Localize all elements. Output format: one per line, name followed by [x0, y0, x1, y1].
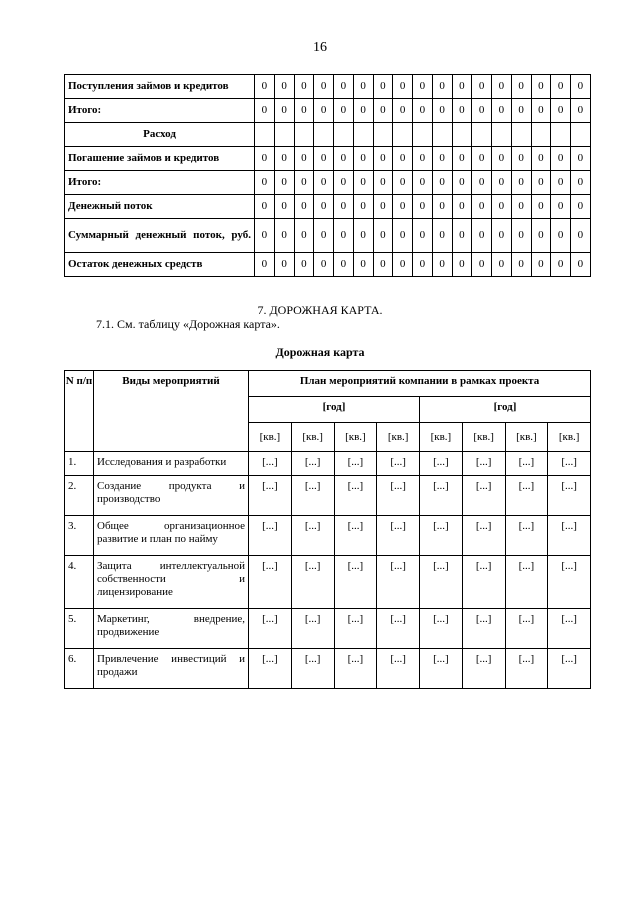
cash-row-label: Итого:	[65, 99, 255, 123]
cash-cell: 0	[373, 99, 393, 123]
roadmap-cell: [...]	[249, 609, 292, 649]
cash-cell: 0	[314, 171, 334, 195]
cash-cell: 0	[274, 75, 294, 99]
roadmap-cell: [...]	[420, 556, 463, 609]
roadmap-cell: [...]	[462, 476, 505, 516]
roadmap-cell: [...]	[420, 452, 463, 476]
roadmap-row-activity: Исследования и разработки	[94, 452, 249, 476]
cash-cell: 0	[255, 75, 275, 99]
roadmap-cell: [...]	[291, 476, 334, 516]
cash-cell: 0	[413, 99, 433, 123]
cash-cell	[472, 123, 492, 147]
cash-cell	[255, 123, 275, 147]
cash-cell: 0	[274, 147, 294, 171]
cash-cell: 0	[314, 253, 334, 277]
cash-cell	[314, 123, 334, 147]
header-quarter: [кв.]	[377, 423, 420, 452]
cash-cell: 0	[314, 147, 334, 171]
page-number: 16	[313, 40, 327, 55]
roadmap-cell: [...]	[548, 516, 591, 556]
cash-cell	[551, 123, 571, 147]
header-year-2: [год]	[420, 397, 591, 423]
roadmap-row-num: 6.	[65, 649, 94, 689]
section-heading: 7. ДОРОЖНАЯ КАРТА.	[257, 303, 383, 317]
cash-cell: 0	[255, 99, 275, 123]
cash-cell: 0	[255, 147, 275, 171]
roadmap-cell: [...]	[377, 452, 420, 476]
roadmap-cell: [...]	[462, 516, 505, 556]
cash-cell: 0	[353, 171, 373, 195]
cash-cell: 0	[531, 75, 551, 99]
roadmap-cell: [...]	[291, 609, 334, 649]
roadmap-cell: [...]	[334, 609, 377, 649]
cash-cell	[334, 123, 354, 147]
cash-cell: 0	[373, 219, 393, 253]
cash-cell: 0	[452, 195, 472, 219]
cash-cell: 0	[571, 195, 591, 219]
roadmap-cell: [...]	[548, 649, 591, 689]
cash-cell: 0	[274, 253, 294, 277]
cash-cell	[511, 123, 531, 147]
cash-cell: 0	[255, 219, 275, 253]
cash-cell: 0	[314, 195, 334, 219]
cash-flow-table	[64, 74, 591, 277]
cash-cell: 0	[274, 99, 294, 123]
cash-cell: 0	[571, 253, 591, 277]
cash-row-label: Итого:	[65, 171, 255, 195]
cash-cell	[413, 123, 433, 147]
cash-cell: 0	[551, 75, 571, 99]
roadmap-cell: [...]	[548, 476, 591, 516]
cash-cell: 0	[314, 75, 334, 99]
cash-cell: 0	[353, 147, 373, 171]
cash-row	[65, 147, 591, 171]
cash-row	[65, 75, 591, 99]
cash-cell: 0	[571, 147, 591, 171]
cash-cell: 0	[353, 195, 373, 219]
cash-cell: 0	[492, 253, 512, 277]
cash-row-label: Расход	[65, 123, 255, 147]
cash-cell: 0	[531, 171, 551, 195]
cash-cell: 0	[413, 195, 433, 219]
cash-cell: 0	[294, 195, 314, 219]
header-activity: Виды мероприятий	[94, 371, 249, 452]
roadmap-row-num: 4.	[65, 556, 94, 609]
roadmap-cell: [...]	[291, 556, 334, 609]
cash-cell: 0	[452, 253, 472, 277]
roadmap-cell: [...]	[249, 476, 292, 516]
cash-cell: 0	[432, 219, 452, 253]
cash-cell: 0	[274, 171, 294, 195]
cash-cell: 0	[255, 253, 275, 277]
roadmap-cell: [...]	[420, 516, 463, 556]
cash-cell: 0	[452, 75, 472, 99]
cash-cell: 0	[373, 171, 393, 195]
cash-cell: 0	[353, 219, 373, 253]
roadmap-row	[65, 556, 591, 609]
cash-cell: 0	[353, 99, 373, 123]
roadmap-row	[65, 476, 591, 516]
roadmap-header	[65, 371, 591, 452]
cash-cell: 0	[531, 99, 551, 123]
cash-cell	[531, 123, 551, 147]
cash-row	[65, 253, 591, 277]
cash-cell: 0	[492, 75, 512, 99]
roadmap-row	[65, 516, 591, 556]
cash-cell: 0	[294, 219, 314, 253]
cash-cell: 0	[511, 75, 531, 99]
roadmap-cell: [...]	[505, 476, 548, 516]
roadmap-cell: [...]	[377, 556, 420, 609]
roadmap-cell: [...]	[548, 452, 591, 476]
cash-cell: 0	[432, 147, 452, 171]
cash-row-label: Суммарный денежный поток, руб.	[65, 219, 255, 253]
cash-cell: 0	[294, 75, 314, 99]
cash-row-label: Остаток денежных средств	[65, 253, 255, 277]
cash-cell: 0	[551, 99, 571, 123]
cash-cell: 0	[413, 75, 433, 99]
roadmap-cell: [...]	[420, 609, 463, 649]
roadmap-row-activity: Защита интеллектуальной собственности и лицензирование	[94, 556, 249, 609]
header-quarter: [кв.]	[334, 423, 377, 452]
cash-cell: 0	[432, 253, 452, 277]
cash-cell	[432, 123, 452, 147]
roadmap-cell: [...]	[291, 516, 334, 556]
cash-cell: 0	[393, 75, 413, 99]
cash-cell: 0	[551, 253, 571, 277]
cash-cell	[492, 123, 512, 147]
roadmap-cell: [...]	[462, 452, 505, 476]
cash-cell: 0	[373, 253, 393, 277]
cash-cell: 0	[314, 219, 334, 253]
cash-cell	[294, 123, 314, 147]
header-quarter: [кв.]	[462, 423, 505, 452]
roadmap-cell: [...]	[462, 609, 505, 649]
cash-cell: 0	[452, 171, 472, 195]
roadmap-cell: [...]	[334, 556, 377, 609]
roadmap-cell: [...]	[462, 649, 505, 689]
roadmap-cell: [...]	[505, 609, 548, 649]
cash-cell: 0	[492, 171, 512, 195]
cash-cell: 0	[472, 147, 492, 171]
cash-cell: 0	[334, 195, 354, 219]
cash-cell: 0	[413, 147, 433, 171]
cash-cell: 0	[413, 171, 433, 195]
roadmap-cell: [...]	[334, 476, 377, 516]
cash-cell: 0	[432, 195, 452, 219]
cash-cell: 0	[452, 147, 472, 171]
cash-cell: 0	[353, 253, 373, 277]
roadmap-row-num: 1.	[65, 452, 94, 476]
cash-row	[65, 195, 591, 219]
cash-cell: 0	[472, 99, 492, 123]
cash-cell	[393, 123, 413, 147]
roadmap-table	[64, 370, 591, 689]
header-quarter: [кв.]	[420, 423, 463, 452]
header-quarter: [кв.]	[548, 423, 591, 452]
cash-cell: 0	[334, 219, 354, 253]
roadmap-row	[65, 452, 591, 476]
cash-cell: 0	[334, 75, 354, 99]
cash-cell: 0	[472, 75, 492, 99]
cash-row-label: Денежный поток	[65, 195, 255, 219]
cash-cell: 0	[432, 171, 452, 195]
cash-cell	[373, 123, 393, 147]
roadmap-cell: [...]	[249, 649, 292, 689]
cash-cell: 0	[334, 171, 354, 195]
roadmap-cell: [...]	[249, 516, 292, 556]
cash-cell	[353, 123, 373, 147]
roadmap-cell: [...]	[548, 609, 591, 649]
roadmap-row	[65, 609, 591, 649]
cash-cell: 0	[294, 171, 314, 195]
cash-cell: 0	[531, 253, 551, 277]
cash-row	[65, 219, 591, 253]
cash-cell: 0	[314, 99, 334, 123]
cash-cell: 0	[551, 147, 571, 171]
cash-cell: 0	[353, 75, 373, 99]
roadmap-cell: [...]	[249, 556, 292, 609]
cash-cell: 0	[492, 219, 512, 253]
cash-cell: 0	[255, 195, 275, 219]
header-plan: План мероприятий компании в рамках проекта	[249, 371, 591, 397]
cash-cell: 0	[511, 99, 531, 123]
cash-cell: 0	[531, 147, 551, 171]
cash-cell: 0	[373, 75, 393, 99]
roadmap-cell: [...]	[334, 452, 377, 476]
cash-cell: 0	[551, 171, 571, 195]
roadmap-cell: [...]	[505, 649, 548, 689]
cash-cell: 0	[334, 147, 354, 171]
roadmap-cell: [...]	[334, 516, 377, 556]
cash-flow-body	[65, 75, 591, 277]
section-note: 7.1. См. таблицу «Дорожная карта».	[96, 317, 280, 331]
cash-cell: 0	[511, 195, 531, 219]
roadmap-cell: [...]	[377, 516, 420, 556]
roadmap-row	[65, 649, 591, 689]
cash-cell: 0	[472, 171, 492, 195]
cash-cell: 0	[571, 171, 591, 195]
cash-cell: 0	[413, 253, 433, 277]
roadmap-row-activity: Создание продукта и производство	[94, 476, 249, 516]
cash-cell: 0	[531, 219, 551, 253]
header-quarter: [кв.]	[505, 423, 548, 452]
roadmap-body	[65, 452, 591, 689]
cash-cell: 0	[571, 75, 591, 99]
cash-cell: 0	[452, 99, 472, 123]
cash-cell: 0	[492, 195, 512, 219]
roadmap-cell: [...]	[249, 452, 292, 476]
roadmap-row-num: 3.	[65, 516, 94, 556]
cash-row	[65, 171, 591, 195]
roadmap-cell: [...]	[420, 649, 463, 689]
roadmap-cell: [...]	[377, 476, 420, 516]
cash-row-label: Поступления займов и кредитов	[65, 75, 255, 99]
cash-cell: 0	[334, 99, 354, 123]
cash-cell: 0	[551, 219, 571, 253]
cash-cell: 0	[472, 253, 492, 277]
cash-cell: 0	[373, 195, 393, 219]
cash-cell: 0	[393, 147, 413, 171]
roadmap-cell: [...]	[505, 516, 548, 556]
cash-cell: 0	[373, 147, 393, 171]
cash-cell: 0	[511, 147, 531, 171]
roadmap-cell: [...]	[505, 452, 548, 476]
roadmap-caption: Дорожная карта	[275, 345, 365, 359]
header-year-1: [год]	[249, 397, 420, 423]
roadmap-row-num: 5.	[65, 609, 94, 649]
cash-cell: 0	[294, 99, 314, 123]
roadmap-cell: [...]	[291, 649, 334, 689]
cash-cell: 0	[531, 195, 551, 219]
header-quarter: [кв.]	[291, 423, 334, 452]
roadmap-cell: [...]	[420, 476, 463, 516]
roadmap-cell: [...]	[291, 452, 334, 476]
roadmap-cell: [...]	[505, 556, 548, 609]
cash-cell: 0	[413, 219, 433, 253]
cash-cell: 0	[432, 99, 452, 123]
cash-cell: 0	[472, 219, 492, 253]
cash-cell: 0	[393, 99, 413, 123]
cash-cell: 0	[511, 253, 531, 277]
cash-cell: 0	[393, 253, 413, 277]
cash-row	[65, 123, 591, 147]
cash-cell	[452, 123, 472, 147]
cash-cell: 0	[551, 195, 571, 219]
cash-cell: 0	[511, 171, 531, 195]
cash-cell: 0	[511, 219, 531, 253]
roadmap-cell: [...]	[334, 649, 377, 689]
roadmap-cell: [...]	[548, 556, 591, 609]
cash-cell: 0	[571, 99, 591, 123]
cash-cell: 0	[452, 219, 472, 253]
roadmap-row-activity: Общее организационное развитие и план по найму	[94, 516, 249, 556]
cash-cell: 0	[255, 171, 275, 195]
roadmap-cell: [...]	[377, 609, 420, 649]
cash-cell: 0	[472, 195, 492, 219]
roadmap-row-activity: Маркетинг, внедрение, продвижение	[94, 609, 249, 649]
cash-cell: 0	[492, 99, 512, 123]
cash-cell: 0	[432, 75, 452, 99]
cash-cell: 0	[571, 219, 591, 253]
header-quarter: [кв.]	[249, 423, 292, 452]
cash-cell	[571, 123, 591, 147]
cash-cell	[274, 123, 294, 147]
cash-cell: 0	[274, 219, 294, 253]
cash-cell: 0	[393, 195, 413, 219]
cash-cell: 0	[294, 253, 314, 277]
cash-row	[65, 99, 591, 123]
cash-cell: 0	[294, 147, 314, 171]
roadmap-cell: [...]	[462, 556, 505, 609]
roadmap-row-activity: Привлечение инвестиций и продажи	[94, 649, 249, 689]
cash-cell: 0	[334, 253, 354, 277]
cash-cell: 0	[274, 195, 294, 219]
cash-cell: 0	[393, 219, 413, 253]
cash-row-label: Погашение займов и кредитов	[65, 147, 255, 171]
roadmap-row-num: 2.	[65, 476, 94, 516]
cash-cell: 0	[393, 171, 413, 195]
cash-cell: 0	[492, 147, 512, 171]
roadmap-cell: [...]	[377, 649, 420, 689]
header-num: N п/п	[65, 371, 94, 452]
